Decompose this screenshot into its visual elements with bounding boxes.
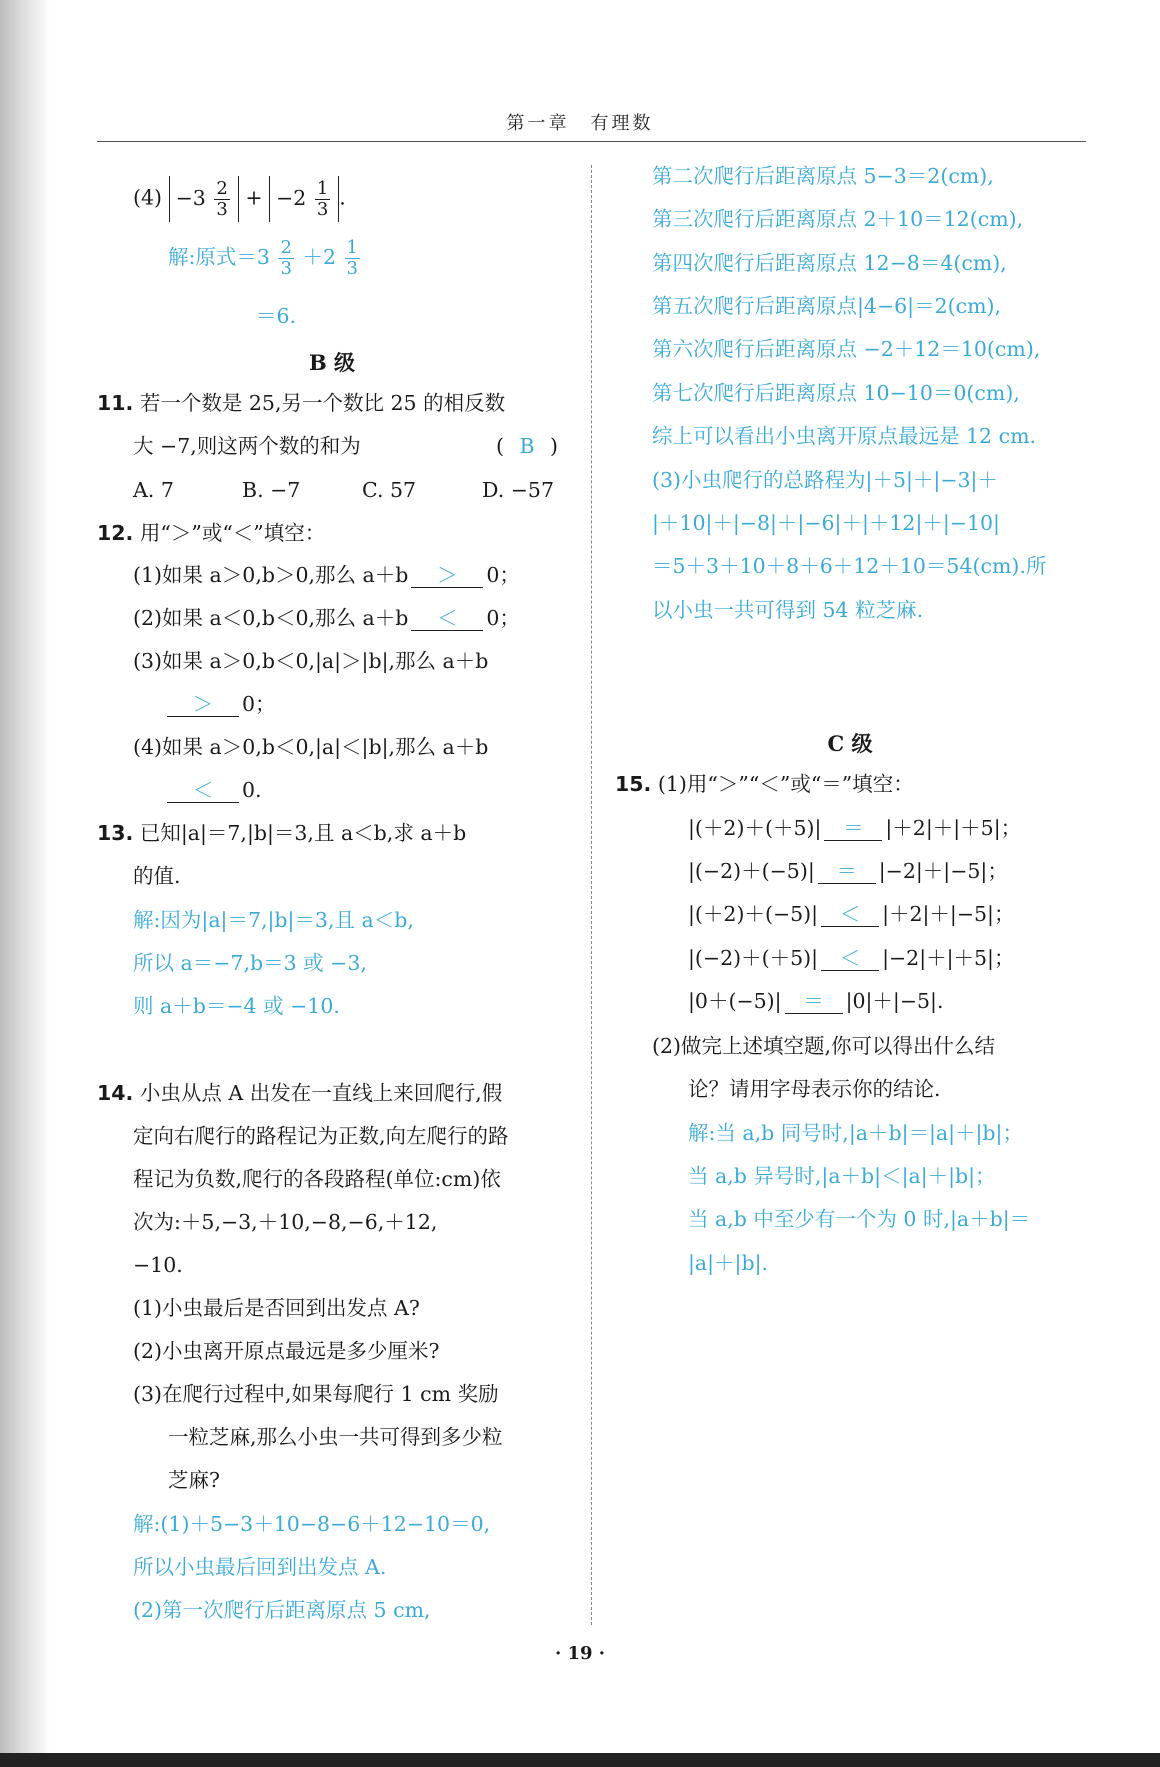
q12-number: 12. (97, 521, 134, 545)
q13-line2: 的值. (133, 864, 181, 888)
q4-sol-den2: 3 (346, 258, 358, 279)
q14-solution-2: 所以小虫最后回到出发点 A. (133, 1555, 387, 1579)
q11-paren-close: ) (550, 434, 558, 458)
q4-abs2-fraction (315, 179, 330, 220)
q12-part3-answer-line (167, 691, 276, 717)
q15-part2-line2: 论？请用字母表示你的结论. (688, 1077, 941, 1101)
q14-solution-r5: 第六次爬行后距离原点 −2＋12＝10(cm), (652, 337, 1041, 361)
q15-e3-answer: ＜ (821, 902, 879, 927)
q13-solution-3: 则 a＋b＝−4 或 −10. (133, 994, 340, 1018)
q12-intro-text: 用“＞”或“＜”填空： (139, 521, 326, 545)
q14-solution-r4: 第五次爬行后距离原点|4−6|＝2(cm), (652, 294, 1002, 318)
q15-e3-right: |＋2|＋|−5|； (882, 902, 1015, 926)
q15-e5-answer: ＝ (785, 989, 843, 1014)
q14-solution-r9: |＋10|＋|−8|＋|−6|＋|＋12|＋|−10| (652, 511, 1000, 535)
q12-p1-text: (1)如果 a＞0,b＞0,那么 a＋b (133, 563, 409, 587)
q14-line3: 程记为负数,爬行的各段路程(单位:cm)依 (133, 1167, 501, 1191)
q14-text-1: 小虫从点 A 出发在一直线上来回爬行,假 (139, 1081, 503, 1105)
q4-abs-2 (269, 176, 339, 222)
q11-text-1: 若一个数是 25,另一个数比 25 的相反数 (139, 391, 506, 415)
q11-paren-open: ( (496, 434, 504, 458)
q11-answer: B (519, 434, 535, 458)
q14-solution-r6: 第七次爬行后距离原点 10−10＝0(cm), (652, 381, 1020, 405)
q15-e1-right: |＋2|＋|＋5|； (885, 816, 1022, 840)
q4-sol-fraction-1 (278, 238, 293, 279)
chapter-header: 第一章 有理数 (506, 113, 654, 134)
q4-sol-mid: ＋2 (302, 245, 337, 269)
q14-solution-r11: 以小虫一共可得到 54 粒芝麻. (652, 598, 924, 622)
q13-solution-2: 所以 a＝−7,b＝3 或 −3, (133, 951, 367, 975)
q13-line1 (97, 820, 466, 846)
q14-number: 14. (97, 1081, 134, 1105)
q15-expr-2 (688, 858, 1008, 884)
q15-number: 15. (615, 772, 652, 796)
q14-solution-r3: 第四次爬行后距离原点 12−8＝4(cm), (652, 251, 1007, 275)
q14-solution-1: 解:(1)＋5−3＋10−8−6＋12−10＝0, (133, 1512, 491, 1536)
q13-number: 13. (97, 821, 134, 845)
q4-abs1-den: 3 (216, 199, 228, 220)
q11-option-c: C. 57 (362, 478, 417, 502)
bottom-bar (0, 1753, 1160, 1767)
q14-solution-r1: 第二次爬行后距离原点 5−3＝2(cm), (652, 164, 994, 188)
level-c-heading: C 级 (827, 731, 873, 756)
q12-p2-answer: ＜ (411, 606, 483, 631)
q12-p1-answer: ＞ (411, 563, 483, 588)
q4-plus: + (245, 185, 263, 210)
q15-e4-left: |(−2)＋(＋5)| (688, 946, 819, 970)
q11-answer-paren (496, 433, 558, 459)
q12-part4-answer-line (167, 777, 262, 803)
q14-line4: 次为:＋5,−3,＋10,−8,−6,＋12, (133, 1210, 438, 1234)
q12-p4-answer: ＜ (167, 778, 239, 803)
q15-e2-left: |(−2)＋(−5)| (688, 859, 815, 883)
q12-part1 (133, 562, 520, 588)
q12-p4-end: 0. (242, 778, 262, 802)
q12-p3-answer: ＞ (167, 692, 239, 717)
q14-sub3a: (3)在爬行过程中,如果每爬行 1 cm 奖励 (133, 1382, 499, 1406)
q15-expr-3 (688, 901, 1014, 927)
q4-abs-1 (169, 176, 239, 222)
q15-expr-4 (688, 945, 1014, 971)
header-rule (97, 141, 1086, 142)
q15-solution-1: 解:当 a,b 同号时,|a＋b|＝|a|＋|b|； (688, 1121, 1023, 1145)
q12-p3-end: 0； (242, 692, 276, 716)
q14-solution-r2: 第三次爬行后距离原点 2＋10＝12(cm), (652, 207, 1024, 231)
q15-e1-left: |(＋2)＋(＋5)| (688, 816, 822, 840)
q15-e5-left: |0＋(−5)| (688, 989, 782, 1013)
q15-solution-2: 当 a,b 异号时,|a＋b|＜|a|＋|b|； (688, 1164, 996, 1188)
q13-solution-1: 解:因为|a|＝7,|b|＝3,且 a＜b, (133, 908, 414, 932)
q15-intro (615, 771, 914, 797)
level-b-heading: B 级 (308, 350, 356, 375)
q11-option-a: A. 7 (133, 478, 174, 502)
q14-line5: −10. (133, 1253, 183, 1277)
q15-e4-answer: ＜ (821, 946, 879, 971)
q14-sub2: (2)小虫离开原点最远是多少厘米? (133, 1339, 440, 1363)
q15-expr-1 (688, 815, 1021, 841)
q12-intro (97, 520, 325, 546)
q4-abs1-int: −3 (175, 186, 206, 210)
q15-e2-right: |−2|＋|−5|； (878, 859, 1008, 883)
q15-part2-line1: (2)做完上述填空题,你可以得出什么结 (652, 1034, 996, 1058)
q4-sol-num2: 1 (346, 237, 358, 258)
q15-expr-5 (688, 988, 943, 1014)
q11-line2: 大 −7,则这两个数的和为 (133, 434, 361, 458)
q15-e5-right: |0|＋|−5|. (845, 989, 944, 1013)
q4-abs2-int: −2 (276, 186, 307, 210)
q13-text-1: 已知|a|＝7,|b|＝3,且 a＜b,求 a＋b (139, 821, 467, 845)
q14-solution-r7: 综上可以看出小虫离开原点最远是 12 cm. (652, 424, 1037, 448)
q4-abs1-num: 2 (216, 178, 228, 199)
q14-solution-r10: ＝5＋3＋10＋8＋6＋12＋10＝54(cm).所 (652, 554, 1047, 578)
q14-sub3c: 芝麻? (168, 1468, 220, 1492)
q11-line1 (97, 390, 505, 416)
column-divider (591, 165, 592, 1625)
q4-solution-line2: ＝6. (256, 304, 297, 328)
q12-part4: (4)如果 a＞0,b＜0,|a|＜|b|,那么 a＋b (133, 735, 489, 759)
q14-line1 (97, 1080, 502, 1106)
q4-solution-line1 (168, 237, 362, 279)
q4-abs1-fraction (214, 179, 229, 220)
q14-line2: 定向右爬行的路程记为正数,向左爬行的路 (133, 1124, 509, 1148)
q4-sol-num1: 2 (280, 237, 292, 258)
page-edge-shadow (0, 0, 50, 1767)
q15-e3-left: |(＋2)＋(−5)| (688, 902, 819, 926)
q4-sol-prefix: 解:原式＝3 (168, 245, 270, 269)
page-number: · 19 · (554, 1643, 606, 1664)
q4-end: . (339, 185, 346, 210)
q12-p2-end: 0； (486, 606, 520, 630)
q15-e1-answer: ＝ (824, 816, 882, 841)
q15-e2-answer: ＝ (818, 859, 876, 884)
q14-solution-3: (2)第一次爬行后距离原点 5 cm, (133, 1598, 431, 1622)
q4-abs2-den: 3 (316, 199, 329, 220)
q4-abs2-num: 1 (316, 178, 329, 199)
q12-p2-text: (2)如果 a＜0,b＜0,那么 a＋b (133, 606, 409, 630)
q11-option-b: B. −7 (242, 478, 301, 502)
q14-sub3b: 一粒芝麻,那么小虫一共可得到多少粒 (168, 1425, 503, 1449)
q15-e4-right: |−2|＋|＋5|； (882, 946, 1015, 970)
q11-number: 11. (97, 391, 134, 415)
q14-solution-r8: (3)小虫爬行的总路程为|＋5|＋|−3|＋ (652, 468, 998, 492)
q11-option-d: D. −57 (482, 478, 555, 502)
q4-sol-den1: 3 (280, 258, 292, 279)
q4-label: (4) (133, 185, 163, 210)
q12-part2 (133, 605, 520, 631)
q12-part3: (3)如果 a＞0,b＜0,|a|＞|b|,那么 a＋b (133, 649, 489, 673)
q15-solution-4: |a|＋|b|. (688, 1251, 768, 1275)
q15-intro-text: (1)用“＞”“＜”或“＝”填空： (657, 772, 914, 796)
q4-sol-fraction-2 (345, 238, 360, 279)
q14-sub1: (1)小虫最后是否回到出发点 A? (133, 1296, 420, 1320)
q15-solution-3: 当 a,b 中至少有一个为 0 时,|a＋b|＝ (688, 1207, 1031, 1231)
q12-p1-end: 0； (486, 563, 520, 587)
q4-expression (133, 176, 346, 222)
